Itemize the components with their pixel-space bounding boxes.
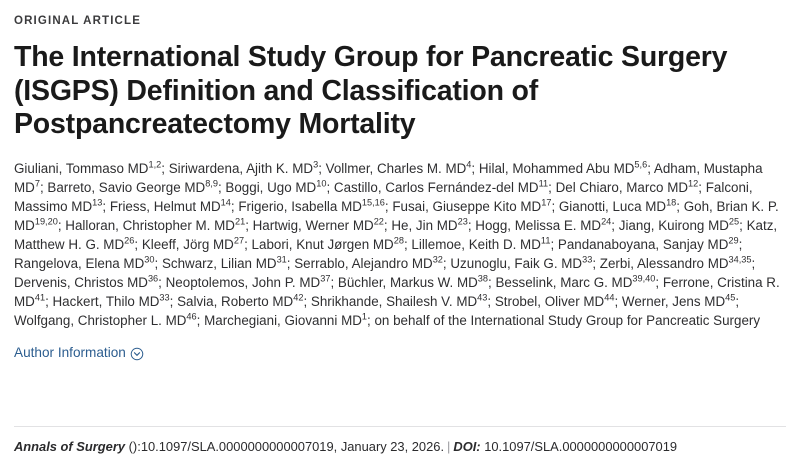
author-name: Zerbi, Alessandro MD <box>599 255 729 271</box>
author-name: Hilal, Mohammed Abu MD <box>478 160 635 176</box>
author-affiliation-marker: 37 <box>320 273 331 284</box>
author-name: Hartwig, Werner MD <box>252 217 374 233</box>
page-title: The International Study Group for Pancreatic Surgery (ISGPS) Definition and Classification of Postpancreatectomy Mortality <box>14 41 728 140</box>
author-name: Kleeff, Jörg MD <box>141 236 234 252</box>
author-name: Giuliani, Tommaso MD <box>14 160 149 176</box>
author-affiliation-marker: 8,9 <box>205 178 218 189</box>
author-name: Pandanaboyana, Sanjay MD <box>557 236 729 252</box>
group-byline: on behalf of the International Study Group for Pancreatic Surgery <box>374 313 761 329</box>
author-affiliation-marker: 23 <box>457 216 468 227</box>
author-name: Adham, Mustapha MD <box>14 160 763 195</box>
author-affiliation-marker: 11 <box>538 178 549 189</box>
author-name: Besselink, Marc G. MD <box>495 275 633 291</box>
author-affiliation-marker: 18 <box>666 197 677 208</box>
author-affiliation-marker: 26 <box>124 235 135 246</box>
author-name: Marchegiani, Giovanni MD <box>204 313 362 329</box>
author-affiliation-marker: 42 <box>293 292 304 303</box>
author-name: Dervenis, Christos MD <box>14 275 148 291</box>
author-name: Vollmer, Charles M. MD <box>325 160 467 176</box>
author-affiliation-marker: 30 <box>144 254 155 265</box>
author-name: Frigerio, Isabella MD <box>238 198 362 214</box>
author-name: Shrikhande, Shailesh V. MD <box>310 294 478 310</box>
author-name: Ferrone, Cristina R. MD <box>14 275 780 310</box>
author-name: Gianotti, Luca MD <box>558 198 667 214</box>
author-affiliation-marker: 45 <box>725 292 736 303</box>
author-affiliation-marker: 3 <box>313 159 319 170</box>
author-name: Werner, Jens MD <box>621 294 726 310</box>
chevron-down-circle-icon <box>130 347 144 361</box>
author-affiliation-marker: 46 <box>186 311 197 322</box>
author-affiliation-marker: 32 <box>432 254 443 265</box>
author-name: Falconi, Massimo MD <box>14 179 753 214</box>
author-affiliation-marker: 11 <box>540 235 551 246</box>
author-information-link[interactable] <box>14 344 144 362</box>
author-affiliation-marker: 33 <box>582 254 593 265</box>
author-affiliation-marker: 25 <box>728 216 740 227</box>
citation-colon: : <box>137 439 141 454</box>
author-affiliation-marker: 4 <box>466 159 472 170</box>
author-affiliation-marker: 24 <box>601 216 612 227</box>
author-list: Giuliani, Tommaso MD$^{1,2}$; Siriwardena, Ajith K. $MD^3$; Vollmer, Charles M. $MD^4$; Hilal, Mohammed Abu MD$^{5,6}$; Adham, Mustapha $MD^7$; Barreto, Savio George MD$^{8,9}$; Boggi, Ugo MD$^{10}$; Castillo, Carlos Fernández-del MD$^{11}$; Del Chiaro, Marco MD$^{12}$; Falconi, Massimo MD$^{13}$; Friess, Helmut MD$^{14}$; Frigerio, Isabella MD$^{15,16}$; Fusai, Giuseppe Kito MD$^{17}$; Gianotti, Luca MD$^{18}$; Goh, Brian K. P. MD$^{19,20}$; Halloran, Christopher M. MD$^{21}$; Hartwig, Werner MD$^{22}$; He, Jin MD$^{23}$; Hogg, Melissa E. MD$^{24}$; Jiang, Kuirong MD$^{25}$; Katz, Matthew H. G. MD$^{26}$; Kleeff, Jörg MD$^{27}$; Labori, Knut Jørgen MD$^{28}$; Lillemoe, Keith D. MD$^{11}$; Pandanaboyana, Sanjay MD$^{29}$; Rangelova, Elena MD$^{30}$; Schwarz, Lilian MD$^{31}$; Serrablo, Alejandro MD$^{32}$; Uzunoglu, Faik G. MD$^{33}$; Zerbi, Alessandro MD$^{34,35}$; Dervenis, Christos MD$^{36}$; Neoptolemos, John P. MD$^{37}$; Büchler, Markus W. MD$^{38}$; Besselink, Marc G. MD$^{39,40}$; Ferrone, Cristina R. MD$^{41}$; Hackert, Thilo MD$^{33}$; Salvia, Roberto MD$^{42}$; Shrikhande, Shailesh V. MD$^{43}$; Strobel, Oliver MD$^{44}$; Werner, Jens MD$^{45}$; Wolfgang, Christopher L. MD$^{46}$; Marchegiani, Giovanni $MD^1$; on behalf of the International Study Group for Pancreatic Surgery <box>14 159 780 329</box>
author-name: Halloran, Christopher M. MD <box>65 217 235 233</box>
author-affiliation-marker: 28 <box>393 235 404 246</box>
author-name: Siriwardena, Ajith K. MD <box>168 160 314 176</box>
author-name: Serrablo, Alejandro MD <box>294 255 433 271</box>
author-affiliation-marker: 43 <box>477 292 488 303</box>
article-identifier: 10.1097/SLA.0000000000007019 <box>140 439 334 454</box>
author-affiliation-marker: 39,40 <box>632 273 656 284</box>
author-affiliation-marker: 29 <box>728 235 739 246</box>
author-affiliation-marker: 22 <box>373 216 384 227</box>
author-affiliation-marker: 27 <box>233 235 245 246</box>
author-affiliation-marker: 21 <box>234 216 246 227</box>
author-name: Hackert, Thilo MD <box>52 294 160 310</box>
author-name: Salvia, Roberto MD <box>177 294 294 310</box>
author-affiliation-marker: 1,2 <box>148 159 162 170</box>
author-name: Strobel, Oliver MD <box>494 294 605 310</box>
author-affiliation-marker: 13 <box>92 197 103 208</box>
author-name: He, Jin MD <box>391 217 458 233</box>
author-name: Castillo, Carlos Fernández-del MD <box>333 179 539 195</box>
author-affiliation-marker: 34,35 <box>728 254 752 265</box>
author-name: Hogg, Melissa E. MD <box>475 217 602 233</box>
author-affiliation-marker: 5,6 <box>634 159 648 170</box>
author-affiliation-marker: 31 <box>276 254 287 265</box>
author-affiliation-marker: 10 <box>316 178 327 189</box>
author-affiliation-marker: 15,16 <box>361 197 385 208</box>
volume-issue: () <box>128 439 138 454</box>
author-name: Goh, Brian K. P. MD <box>14 198 779 233</box>
doi-value[interactable]: 10.1097/SLA.0000000000007019 <box>484 439 678 454</box>
doi-label: DOI: <box>453 439 481 454</box>
author-affiliation-marker: 7 <box>34 178 40 189</box>
author-name: Schwarz, Lilian MD <box>161 255 277 271</box>
article-type-kicker: ORIGINAL ARTICLE <box>14 15 142 27</box>
author-name: Rangelova, Elena MD <box>14 255 145 271</box>
author-affiliation-marker: 17 <box>541 197 552 208</box>
author-name: Uzunoglu, Faik G. MD <box>450 255 583 271</box>
citation-line <box>14 438 677 456</box>
author-affiliation-marker: 14 <box>220 197 231 208</box>
author-name: Del Chiaro, Marco MD <box>555 179 689 195</box>
author-affiliation-marker: 44 <box>604 292 615 303</box>
footer-divider <box>14 426 786 427</box>
author-affiliation-marker: 38 <box>477 273 489 284</box>
publication-date: , January 23, 2026. <box>333 439 445 454</box>
author-name: Lillemoe, Keith D. MD <box>411 236 541 252</box>
author-name: Labori, Knut Jørgen MD <box>251 236 394 252</box>
author-name: Wolfgang, Christopher L. MD <box>14 313 187 329</box>
citation-separator: | <box>447 439 451 454</box>
author-name: Friess, Helmut MD <box>109 198 221 214</box>
author-name: Boggi, Ugo MD <box>225 179 317 195</box>
journal-name: Annals of Surgery <box>14 439 126 454</box>
author-affiliation-marker: 1 <box>361 311 368 322</box>
author-name: Barreto, Savio George MD <box>47 179 206 195</box>
author-name: Fusai, Giuseppe Kito MD <box>392 198 542 214</box>
author-information-label: Author Information <box>14 345 126 361</box>
author-affiliation-marker: 33 <box>159 292 170 303</box>
author-affiliation-marker: 41 <box>34 292 46 303</box>
author-name: Katz, Matthew H. G. MD <box>14 217 778 252</box>
author-affiliation-marker: 12 <box>688 178 699 189</box>
author-name: Jiang, Kuirong MD <box>618 217 729 233</box>
author-name: Neoptolemos, John P. MD <box>165 275 321 291</box>
author-affiliation-marker: 19,20 <box>34 216 58 227</box>
author-name: Büchler, Markus W. MD <box>337 275 478 291</box>
author-affiliation-marker: 36 <box>147 273 159 284</box>
